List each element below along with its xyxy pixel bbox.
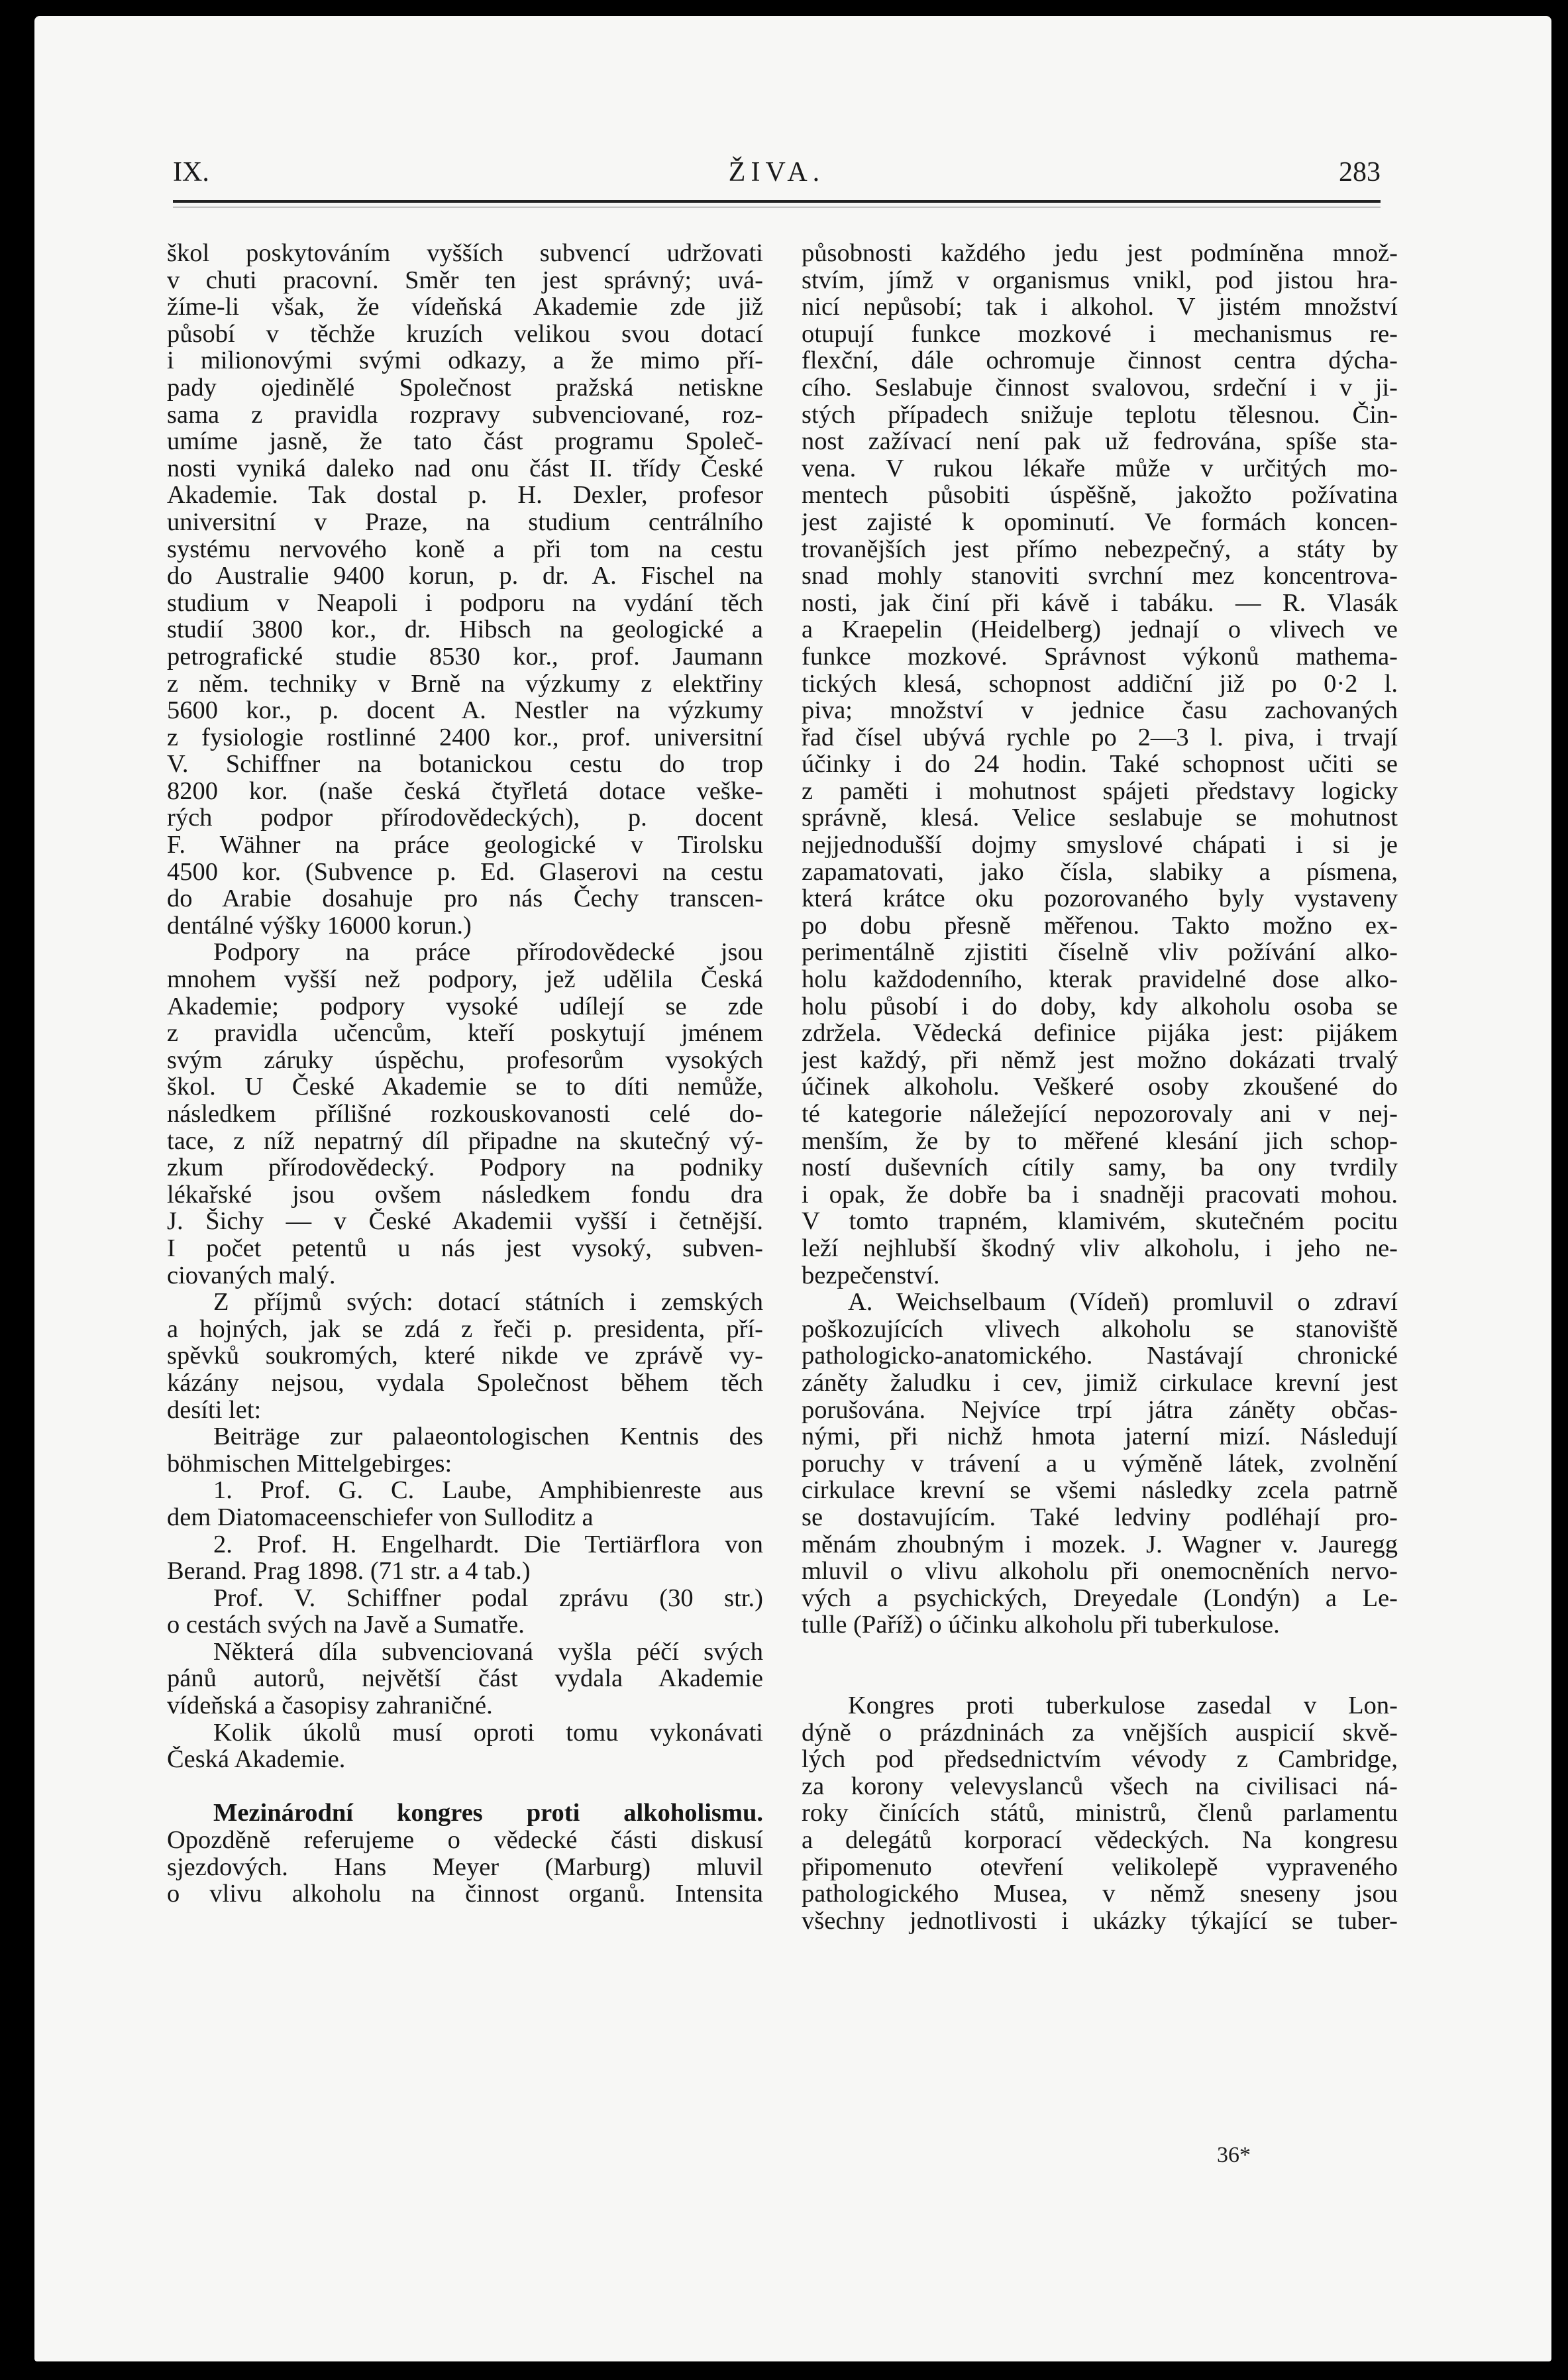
text-line: universitní v Praze, na studium centrálního: [167, 508, 763, 536]
text-line: poškozujících vlivech alkoholu se stanoviště: [802, 1315, 1398, 1343]
text-line: V. Schiffner na botanickou cestu do trop: [167, 751, 763, 778]
text-line: vých a psychických, Dreyedale (Londýn) a Le-: [802, 1584, 1398, 1612]
blank-line: [167, 1773, 763, 1800]
text-line: cího. Seslabuje činnost svalovou, srdeční i v ji-: [802, 374, 1398, 402]
text-line: 5600 kor., p. docent A. Nestler na výzkumy: [167, 697, 763, 724]
text-line: ciovaných malý.: [167, 1262, 336, 1289]
blank-line: [802, 1665, 1398, 1692]
text-line: tace, z níž nepatrný díl připadne na skutečný vý-: [167, 1127, 763, 1155]
text-line: piva; množství v jednice času zachovaných: [802, 697, 1398, 724]
text-line: tulle (Paříž) o účinku alkoholu při tuberkulose.: [802, 1611, 1280, 1639]
text-line: otupují funkce mozkové i mechanismus re-: [802, 320, 1398, 348]
text-line: pánů autorů, největší část vydala Akademie: [167, 1665, 763, 1693]
text-line: mluvil o vlivu alkoholu při onemocněních nervo-: [802, 1558, 1398, 1585]
text-line: ností duševních cítily samy, ba ony tvrdily: [802, 1154, 1398, 1181]
text-line: jest zajisté k opominutí. Ve formách koncen-: [802, 508, 1398, 536]
text-line: pathologicko-anatomického. Nastávají chronické: [802, 1342, 1398, 1370]
text-line: Kolik úkolů musí oproti tomu vykonávati: [213, 1719, 763, 1747]
text-line: studium v Neapoli i podporu na vydání těch: [167, 589, 763, 617]
text-line: všechny jednotlivosti i ukázky týkající se tuber-: [802, 1907, 1398, 1935]
text-line: nost zažívací není pak už fedrována, spíše sta-: [802, 428, 1398, 455]
text-line: dentálné výšky 16000 korun.): [167, 912, 472, 940]
text-line: se dostavujícím. Také ledviny podléhají pro-: [802, 1503, 1398, 1531]
text-line: škol. U České Akademie se to díti nemůže,: [167, 1073, 763, 1101]
text-line: z fysiologie rostlinné 2400 kor., prof. universitní: [167, 724, 763, 751]
text-line: A. Weichselbaum (Vídeň) promluvil o zdraví: [848, 1289, 1398, 1316]
text-line: do Australie 9400 korun, p. dr. A. Fischel na: [167, 563, 763, 590]
text-line: 8200 kor. (naše česká čtyřletá dotace veške-: [167, 777, 763, 805]
text-line: která krátce oku pozorovaného byly vystaveny: [802, 885, 1398, 912]
page-header: [173, 150, 1381, 196]
text-line: záněty žaludku i cev, jimiž cirkulace krevní jest: [802, 1369, 1398, 1397]
text-line: sama z pravidla rozpravy subvenciované, roz-: [167, 401, 763, 429]
text-line: 2. Prof. H. Engelhardt. Die Tertiärflora von: [213, 1531, 763, 1558]
text-line: do Arabie dosahuje pro nás Čechy transcen-: [167, 885, 763, 912]
text-line: Prof. V. Schiffner podal zprávu (30 str.): [213, 1584, 763, 1612]
text-line: a Kraepelin (Heidelberg) jednají o vlivech ve: [802, 616, 1398, 643]
text-line: nosti, jak činí při kávě i tabáku. — R. Vlasák: [802, 589, 1398, 617]
text-line: funkce mozkové. Správnost výkonů mathema-: [802, 643, 1398, 671]
text-line: flexční, dále ochromuje činnost centra dýcha-: [802, 347, 1398, 374]
text-line: perimentálně zjistiti číselně vliv požívání alko-: [802, 939, 1398, 967]
text-line: žíme-li však, že vídeňská Akademie zde již: [167, 294, 763, 321]
text-line: leží nejhlubší škodný vliv alkoholu, i jeho ne-: [802, 1234, 1398, 1262]
text-line: z něm. techniky v Brně na výzkumy z elektřiny: [167, 670, 763, 698]
text-line: mnohem vyšší než podpory, jež udělila Česká: [167, 966, 763, 993]
text-line: kázány nejsou, vydala Společnost během těch: [167, 1369, 763, 1397]
text-line: sjezdových. Hans Meyer (Marburg) mluvil: [167, 1853, 763, 1881]
right-column: [802, 240, 1398, 1934]
text-line: trovanějších jest přímo nebezpečný, a státy by: [802, 535, 1398, 563]
text-line: F. Wähner na práce geologické v Tirolsku: [167, 832, 763, 859]
text-line: v chuti pracovní. Směr ten jest správný; uvá-: [167, 266, 763, 294]
text-line: jest každý, při němž jest možno dokázati trvalý: [802, 1046, 1398, 1074]
text-line: stvím, jímž v organismus vnikl, pod jistou hra-: [802, 266, 1398, 294]
text-line: následkem přílišné rozkouskovanosti celé do-: [167, 1101, 763, 1128]
text-line: lékařské jsou ovšem následkem fondu dra: [167, 1181, 763, 1209]
text-line: o vlivu alkoholu na činnost organů. Intensita: [167, 1880, 763, 1908]
text-line: nicí nepůsobí; tak i alkohol. V jistém množství: [802, 294, 1398, 321]
text-line: pady ojedinělé Společnost pražská netiskne: [167, 374, 763, 402]
text-line: za korony velevyslanců všech na civilisaci ná-: [802, 1772, 1398, 1800]
text-line: menším, že by to měřené klesání jich schop-: [802, 1127, 1398, 1155]
text-line: Opozděně referujeme o vědecké části diskusí: [167, 1827, 763, 1854]
page-number: 283: [1339, 157, 1381, 188]
text-line: tických klesá, schopnost addiční již po 0·2 l.: [802, 670, 1398, 698]
text-line: Z příjmů svých: dotací státních i zemských: [213, 1289, 763, 1316]
journal-title: ŽIVA.: [728, 157, 825, 188]
text-line: böhmischen Mittelgebirges:: [167, 1450, 452, 1478]
text-line: J. Šichy — v České Akademii vyšší i četnější.: [167, 1208, 763, 1235]
text-line: působí v těchže kruzích velikou svou dotací: [167, 320, 763, 348]
text-line: porušována. Nejvíce trpí játra záněty občas-: [802, 1396, 1398, 1424]
text-line: Akademie. Tak dostal p. H. Dexler, profesor: [167, 482, 763, 509]
text-line: dýně o prázdninách za vnějších auspicií skvě-: [802, 1719, 1398, 1747]
text-line: zapamatovati, jako čísla, slabiky a písmena,: [802, 858, 1398, 886]
text-line: snad mohly stanoviti svrchní mez koncentrova-: [802, 563, 1398, 590]
text-line: a hojných, jak se zdá z řeči p. presidenta, pří-: [167, 1315, 763, 1343]
text-line: po dobu přesně měřenou. Takto možno ex-: [802, 912, 1398, 940]
text-line: dem Diatomaceenschiefer von Sulloditz a: [167, 1503, 594, 1531]
text-line: i opak, že dobře ba i snadněji pracovati mohou.: [802, 1181, 1398, 1209]
document-page: [34, 16, 1551, 2361]
text-line: holu působí i do doby, kdy alkoholu osoba se: [802, 993, 1398, 1020]
text-line: V tomto trapném, klamivém, skutečném pocitu: [802, 1208, 1398, 1235]
text-line: nosti vyniká daleko nad onu část II. třídy České: [167, 455, 763, 482]
text-line: působnosti každého jedu jest podmíněna množ-: [802, 240, 1398, 267]
text-line: desíti let:: [167, 1396, 262, 1424]
text-line: Berand. Prag 1898. (71 str. a 4 tab.): [167, 1558, 531, 1585]
text-line: mentech působiti úspěšně, jakožto požívatina: [802, 482, 1398, 509]
text-line: cirkulace krevní se všemi následky zcela patrně: [802, 1477, 1398, 1504]
text-line: studií 3800 kor., dr. Hibsch na geologické a: [167, 616, 763, 643]
text-line: vídeňská a časopisy zahraničné.: [167, 1692, 493, 1719]
text-line: 1. Prof. G. C. Laube, Amphibienreste aus: [213, 1477, 763, 1504]
text-line: I počet petentů u nás jest vysoký, subven-: [167, 1234, 763, 1262]
text-line: nými, při nichž hmota jaterní mizí. Následují: [802, 1423, 1398, 1450]
text-line: vena. V rukou lékaře může v určitých mo-: [802, 455, 1398, 482]
text-line: zdržela. Vědecká definice pijáka jest: pijákem: [802, 1020, 1398, 1047]
text-line: škol poskytováním vyšších subvencí udržovati: [167, 240, 763, 267]
header-rule: [173, 200, 1381, 203]
text-line: Beiträge zur palaeontologischen Kentnis des: [213, 1423, 763, 1450]
text-line: svým záruky úspěchu, profesorům vysokých: [167, 1046, 763, 1074]
text-line: roky činících států, ministrů, členů parlamentu: [802, 1800, 1398, 1827]
text-line: lých pod předsednictvím vévody z Cambridge,: [802, 1746, 1398, 1773]
text-line: správně, klesá. Velice seslabuje se mohutnost: [802, 804, 1398, 832]
text-line: systému nervového koně a při tom na cestu: [167, 535, 763, 563]
text-line: Kongres proti tuberkulose zasedal v Lon-: [848, 1692, 1398, 1719]
text-line: 4500 kor. (Subvence p. Ed. Glaserovi na cestu: [167, 858, 763, 886]
text-line: Akademie; podpory vysoké udílejí se zde: [167, 993, 763, 1020]
text-line: měnám zhoubným i mozek. J. Wagner v. Jauregg: [802, 1531, 1398, 1558]
text-line: a delegátů korporací vědeckých. Na kongresu: [802, 1827, 1398, 1854]
text-line: holu každodenního, kterak pravidelné dose alko-: [802, 966, 1398, 993]
text-line: poruchy v trávení a u výměně látek, zvolnění: [802, 1450, 1398, 1478]
text-line: rých podpor přírodovědeckých), p. docent: [167, 804, 763, 832]
blank-line: [802, 1639, 1398, 1666]
text-line: spěvků soukromých, které nikde ve zprávě vy-: [167, 1342, 763, 1370]
text-line: stých případech snižuje teplotu tělesnou. Čin-: [802, 401, 1398, 429]
text-line: z pravidla učencům, kteří poskytují jménem: [167, 1020, 763, 1047]
text-line: o cestách svých na Javě a Sumatře.: [167, 1611, 525, 1639]
text-line: řad čísel ubývá rychle po 2—3 l. piva, i trvají: [802, 724, 1398, 751]
volume-number: IX.: [173, 157, 209, 188]
text-line: zkum přírodovědecký. Podpory na podniky: [167, 1154, 763, 1181]
text-line: účinek alkoholu. Veškeré osoby zkoušené do: [802, 1073, 1398, 1101]
signature-mark: 36*: [1217, 2143, 1251, 2167]
text-line: umíme jasně, že tato část programu Společ-: [167, 428, 763, 455]
left-column: [167, 240, 763, 1908]
text-line: i milionovými svými odkazy, a že mimo pří-: [167, 347, 763, 374]
text-line: té kategorie náležející nepozorovaly ani v nej-: [802, 1101, 1398, 1128]
text-line: bezpečenství.: [802, 1262, 940, 1289]
text-line: z paměti i mohutnost spájeti představy logicky: [802, 777, 1398, 805]
text-line: účinky i do 24 hodin. Také schopnost učiti se: [802, 751, 1398, 778]
text-line: petrografické studie 8530 kor., prof. Jaumann: [167, 643, 763, 671]
text-line: Česká Akademie.: [167, 1746, 346, 1773]
text-line: Mezinárodní kongres proti alkoholismu.: [213, 1800, 763, 1827]
text-line: nejjednodušší dojmy smyslové chápati i si je: [802, 832, 1398, 859]
text-line: Některá díla subvenciovaná vyšla péčí svých: [213, 1638, 763, 1666]
text-line: Podpory na práce přírodovědecké jsou: [213, 939, 763, 967]
text-line: připomenuto otevření velikolepě vypraveného: [802, 1853, 1398, 1881]
text-line: pathologického Musea, v němž sneseny jsou: [802, 1880, 1398, 1908]
